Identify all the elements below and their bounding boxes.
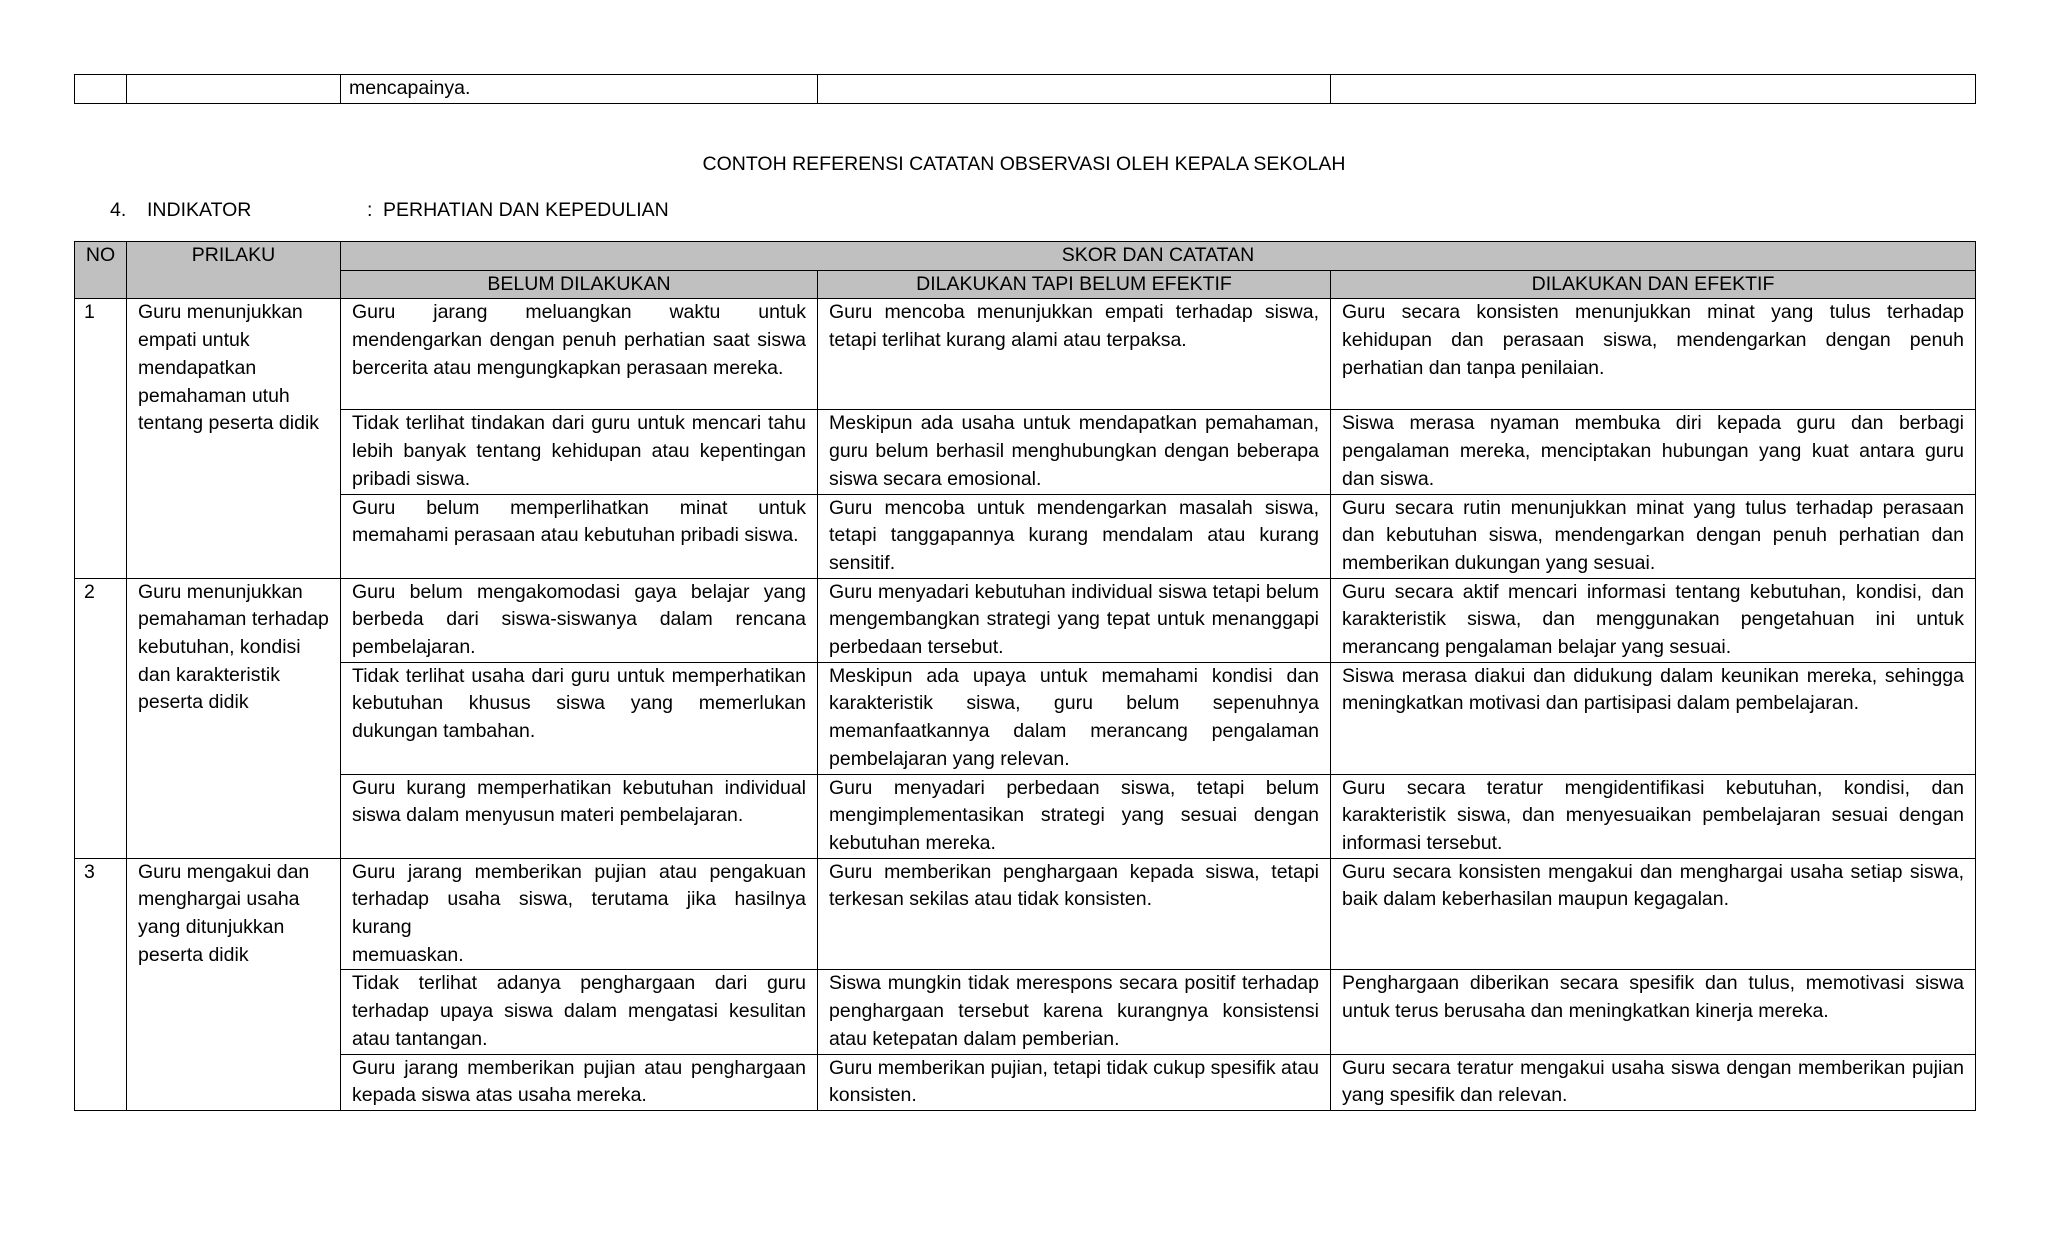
prilaku-cell	[127, 858, 341, 1110]
table-cell	[75, 75, 127, 104]
header-belum-dilakukan: BELUM DILAKUKAN	[341, 270, 818, 299]
prilaku-cell	[127, 299, 341, 578]
cell-belum-dilakukan-continuation: memuaskan.	[352, 943, 464, 966]
cell-belum-dilakukan: Tidak terlihat tindakan dari guru untuk mencari tahu lebih banyak tentang kehidupan atau kepentingan pribadi siswa.	[341, 410, 818, 494]
table-cell	[127, 75, 341, 104]
table-row	[75, 410, 1976, 494]
indicator-label: INDIKATOR	[147, 199, 252, 221]
page-title: CONTOH REFERENSI CATATAN OBSERVASI OLEH KEPALA SEKOLAH	[702, 153, 1346, 175]
table-cell	[1331, 75, 1976, 104]
cell-dilakukan-dan-efektif: Siswa merasa nyaman membuka diri kepada guru dan berbagi pengalaman mereka, menciptakan hubungan yang kuat antara guru dan siswa.	[1331, 410, 1976, 494]
cell-belum-dilakukan: Guru belum memperlihatkan minat untuk memahami perasaan atau kebutuhan pribadi siswa.	[341, 494, 818, 578]
table-row	[75, 75, 1976, 104]
table-row	[75, 662, 1976, 774]
cell-dilakukan-dan-efektif: Guru secara rutin menunjukkan minat yang tulus terhadap perasaan dan kebutuhan siswa, mendengarkan dengan penuh perhatian dan memberikan dukungan yang sesuai.	[1331, 494, 1976, 578]
cell-belum-dilakukan: Guru jarang memberikan pujian atau pengakuan terhadap usaha siswa, terutama jika hasilnya kurang	[352, 860, 806, 939]
indicator-number: 4.	[110, 199, 127, 221]
prilaku-cell	[127, 578, 341, 858]
table-row	[75, 578, 1976, 662]
table-row	[75, 1054, 1976, 1110]
header-dilakukan-tapi-belum-efektif: DILAKUKAN TAPI BELUM EFEKTIF	[818, 270, 1331, 299]
prilaku-text: Guru menunjukkan pemahaman terhadap kebutuhan, kondisi dan karakteristik peserta didik	[138, 580, 329, 714]
header-dilakukan-dan-efektif: DILAKUKAN DAN EFEKTIF	[1331, 270, 1976, 299]
cell-belum-dilakukan: Guru jarang memberikan pujian atau penghargaan kepada siswa atas usaha mereka.	[341, 1054, 818, 1110]
cell-dilakukan-dan-efektif: Penghargaan diberikan secara spesifik dan tulus, memotivasi siswa untuk terus berusaha dan meningkatkan kinerja mereka.	[1331, 970, 1976, 1054]
table-header-row	[75, 242, 1976, 271]
indicator-line	[110, 196, 669, 224]
cell-dilakukan-tapi-belum-efektif: Siswa mungkin tidak merespons secara positif terhadap penghargaan tersebut karena kurangnya konsistensi atau ketepatan dalam pemberian.	[818, 970, 1331, 1054]
cell-dilakukan-tapi-belum-efektif: Meskipun ada usaha untuk mendapatkan pemahaman, guru belum berhasil menghubungkan dengan beberapa siswa secara emosional.	[818, 410, 1331, 494]
cell-dilakukan-tapi-belum-efektif: Guru mencoba untuk mendengarkan masalah siswa, tetapi tanggapannya kurang mendalam atau kurang sensitif.	[818, 494, 1331, 578]
prilaku-text: Guru menunjukkan empati untuk mendapatkan pemahaman utuh tentang peserta didik	[138, 301, 320, 435]
cell-belum-dilakukan: Tidak terlihat usaha dari guru untuk memperhatikan kebutuhan khusus siswa yang memerlukan dukungan tambahan.	[341, 662, 818, 774]
header-skor-dan-catatan: SKOR DAN CATATAN	[341, 242, 1976, 271]
table-row	[75, 299, 1976, 410]
cell-dilakukan-tapi-belum-efektif: Guru memberikan pujian, tetapi tidak cukup spesifik atau konsisten.	[818, 1054, 1331, 1110]
row-number: 1	[75, 299, 127, 578]
cell-belum-dilakukan-wrapper	[341, 858, 818, 970]
row-number: 2	[75, 578, 127, 858]
table-cell	[818, 75, 1331, 104]
table-row	[75, 494, 1976, 578]
header-prilaku: PRILAKU	[127, 242, 341, 299]
cell-dilakukan-tapi-belum-efektif: Guru menyadari kebutuhan individual siswa tetapi belum mengembangkan strategi yang tepat untuk menanggapi perbedaan tersebut.	[818, 578, 1331, 662]
table-row	[75, 774, 1976, 858]
cell-dilakukan-tapi-belum-efektif: Guru memberikan penghargaan kepada siswa, tetapi terkesan sekilas atau tidak konsisten.	[818, 858, 1331, 970]
table-row	[75, 858, 1976, 970]
cell-dilakukan-tapi-belum-efektif: Meskipun ada upaya untuk memahami kondisi dan karakteristik siswa, guru belum sepenuhnya memanfaatkannya dalam merancang pengalaman pembelajaran yang relevan.	[818, 662, 1331, 774]
cell-dilakukan-dan-efektif: Guru secara konsisten menunjukkan minat yang tulus terhadap kehidupan dan perasaan siswa, mendengarkan dengan penuh perhatian dan tanpa penilaian.	[1331, 299, 1976, 410]
table-row	[75, 970, 1976, 1054]
table-subheader-row	[75, 270, 1976, 299]
cell-dilakukan-dan-efektif: Guru secara teratur mengakui usaha siswa dengan memberikan pujian yang spesifik dan relevan.	[1331, 1054, 1976, 1110]
cell-dilakukan-dan-efektif: Siswa merasa diakui dan didukung dalam keunikan mereka, sehingga meningkatkan motivasi dan partisipasi dalam pembelajaran.	[1331, 662, 1976, 774]
previous-row-text: mencapainya.	[341, 75, 818, 104]
cell-dilakukan-tapi-belum-efektif: Guru menyadari perbedaan siswa, tetapi belum mengimplementasikan strategi yang sesuai dengan kebutuhan mereka.	[818, 774, 1331, 858]
row-number: 3	[75, 858, 127, 1110]
cell-belum-dilakukan: Guru belum mengakomodasi gaya belajar yang berbeda dari siswa-siswanya dalam rencana pembelajaran.	[341, 578, 818, 662]
cell-belum-dilakukan: Guru kurang memperhatikan kebutuhan individual siswa dalam menyusun materi pembelajaran.	[341, 774, 818, 858]
previous-table-fragment	[74, 74, 1976, 104]
cell-belum-dilakukan: Tidak terlihat adanya penghargaan dari guru terhadap upaya siswa dalam mengatasi kesulitan atau tantangan.	[341, 970, 818, 1054]
indicator-colon: :	[367, 199, 373, 221]
cell-dilakukan-dan-efektif: Guru secara konsisten mengakui dan menghargai usaha setiap siswa, baik dalam keberhasilan maupun kegagalan.	[1331, 858, 1976, 970]
header-no: NO	[75, 242, 127, 299]
cell-dilakukan-dan-efektif: Guru secara teratur mengidentifikasi kebutuhan, kondisi, dan karakteristik siswa, dan menyesuaikan pembelajaran sesuai dengan informasi tersebut.	[1331, 774, 1976, 858]
prilaku-text: Guru mengakui dan menghargai usaha yang ditunjukkan peserta didik	[138, 860, 310, 966]
cell-belum-dilakukan: Guru jarang meluangkan waktu untuk mendengarkan dengan penuh perhatian saat siswa bercerita atau mengungkapkan perasaan mereka.	[341, 299, 818, 410]
observation-table	[74, 241, 1976, 1111]
cell-dilakukan-dan-efektif: Guru secara aktif mencari informasi tentang kebutuhan, kondisi, dan karakteristik siswa, dan menggunakan pengetahuan ini untuk merancang pengalaman belajar yang sesuai.	[1331, 578, 1976, 662]
indicator-value: PERHATIAN DAN KEPEDULIAN	[383, 199, 669, 221]
cell-dilakukan-tapi-belum-efektif: Guru mencoba menunjukkan empati terhadap siswa, tetapi terlihat kurang alami atau terpaksa.	[818, 299, 1331, 410]
